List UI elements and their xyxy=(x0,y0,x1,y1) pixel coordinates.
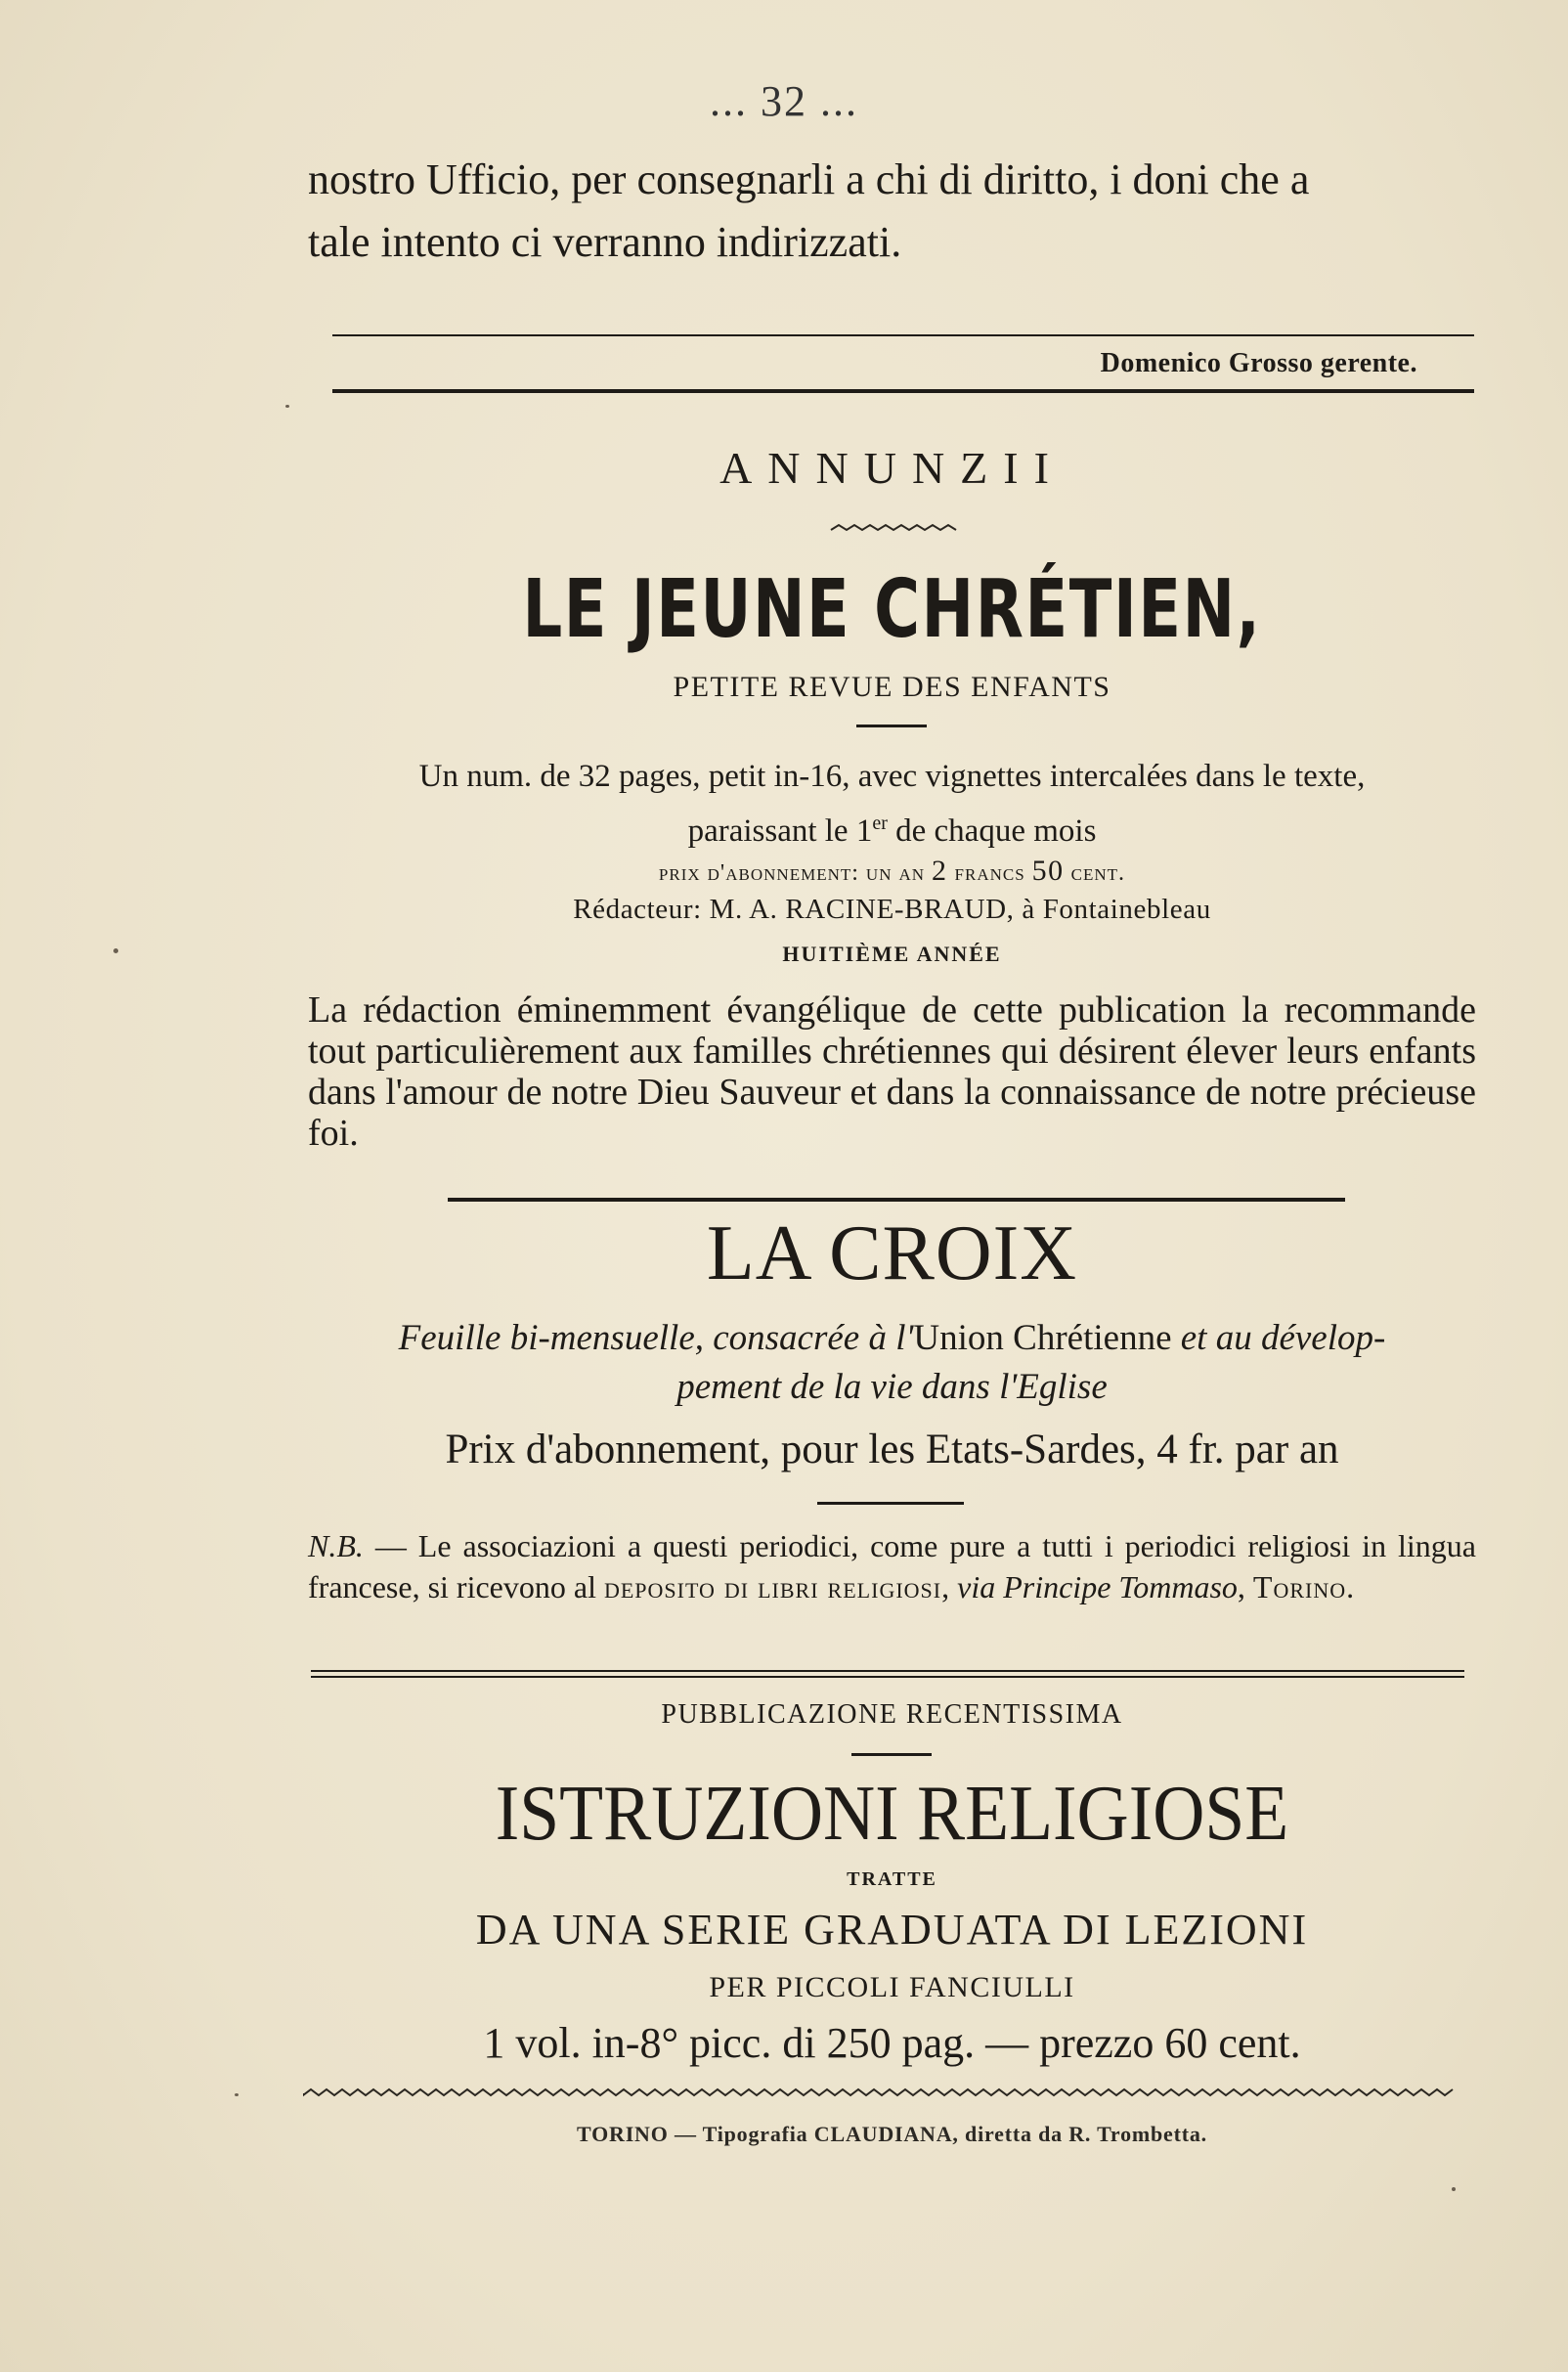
ad1-description-line-1: Un num. de 32 pages, petit in-16, avec vignettes intercalées dans le texte, xyxy=(418,759,1366,794)
intro-paragraph xyxy=(308,149,1476,274)
nb-text: — Le associazioni a questi periodici, come pure a tutti i periodici religiosi in lingua francese, si ricevono al xyxy=(308,1528,1476,1604)
ad1-subscription-price xyxy=(308,855,1476,888)
ad1-annee: HUITIÈME ANNÉE xyxy=(782,942,1002,966)
prix-years: 2 xyxy=(932,855,948,887)
ad2-description xyxy=(308,1314,1476,1412)
ad1-desc-text: paraissant le 1 xyxy=(687,813,873,849)
paper-speck xyxy=(1452,2187,1456,2191)
short-rule-3 xyxy=(851,1753,932,1756)
paper-speck xyxy=(235,2093,239,2096)
ad1-description-line-2 xyxy=(308,800,1476,855)
header-rule xyxy=(332,389,1474,393)
nb-address: via Principe Tommaso xyxy=(957,1569,1238,1604)
nb-end: . xyxy=(1346,1569,1355,1604)
ad-subtitle-petite-revue: PETITE REVUE DES ENFANTS xyxy=(673,671,1111,703)
ad-title-istruzioni-religiose: ISTRUZIONI RELIGIOSE xyxy=(495,1771,1289,1857)
ad2-subscription-price: Prix d'abonnement, pour les Etats-Sardes, 4 fr. par an xyxy=(445,1427,1339,1472)
ad-title-la-croix: LA CROIX xyxy=(706,1210,1078,1296)
ad-title-le-jeune-chretien: LE JEUNE CHRÉTIEN, xyxy=(522,563,1262,656)
annunzi-heading: ANNUNZII xyxy=(719,443,1065,493)
nb-sep-2: , xyxy=(1237,1569,1253,1604)
ad1-description xyxy=(308,753,1476,855)
imprint: TORINO — Tipografia CLAUDIANA, diretta da R. Trombetta. xyxy=(577,2122,1207,2146)
ad3-pubblicazione-label: PUBBLICAZIONE RECENTISSIMA xyxy=(661,1699,1123,1730)
ad1-body-paragraph: La rédaction éminemment évangélique de cette publication la recommande tout particulièrement aux familles chrétiennes qui désirent élever leurs enfants dans l'amour de notre Dieu Sauveur et dans la connaissance de notre précieuse foi. xyxy=(308,989,1476,1154)
rule-pubblicazione-bottom xyxy=(311,1676,1464,1678)
gerente-signature: Domenico Grosso gerente. xyxy=(1100,348,1417,378)
prix-cent-label: cent. xyxy=(1064,860,1126,886)
page-number: ... 32 ... xyxy=(710,77,858,125)
ornament-squiggle-top xyxy=(829,521,958,535)
prix-francs-label: francs xyxy=(947,860,1032,886)
paper-speck xyxy=(113,948,118,953)
ad1-desc-superscript: er xyxy=(872,813,888,834)
ad1-redacteur: Rédacteur: M. A. RACINE-BRAUD, à Fontainebleau xyxy=(573,894,1211,925)
ad3-piccoli-fanciulli: PER PICCOLI FANCIULLI xyxy=(709,1971,1075,2003)
nb-city: Torino xyxy=(1252,1569,1347,1604)
prix-amount: 50 xyxy=(1031,855,1065,887)
paper-speck xyxy=(285,405,289,408)
ornament-squiggle-bottom xyxy=(303,2086,1457,2099)
ad3-volume-price: 1 vol. in-8° picc. di 250 pag. — prezzo 60 cent. xyxy=(483,2019,1301,2067)
rule-la-croix xyxy=(448,1198,1345,1202)
ad2-italic-text-2: et au dévelop- xyxy=(1171,1318,1386,1358)
ad2-description-line-1 xyxy=(308,1314,1476,1363)
intro-line-2: tale intento ci verranno indirizzati. xyxy=(308,218,902,266)
nb-label: N.B. xyxy=(308,1528,364,1563)
short-rule-1 xyxy=(856,725,927,727)
ad2-description-line-2: pement de la vie dans l'Eglise xyxy=(676,1367,1108,1407)
nb-paragraph xyxy=(308,1525,1476,1607)
top-rule xyxy=(332,334,1474,336)
ad2-roman-text: Union Chrétienne xyxy=(913,1318,1172,1358)
ad3-serie: DA UNA SERIE GRADUATA DI LEZIONI xyxy=(475,1906,1309,1954)
ad2-italic-text: Feuille bi-mensuelle, consacrée à l' xyxy=(398,1318,914,1358)
nb-sep: , xyxy=(941,1569,958,1604)
ad3-tratte: TRATTE xyxy=(847,1868,937,1890)
rule-pubblicazione-top xyxy=(311,1670,1464,1672)
ad1-desc-text-end: de chaque mois xyxy=(887,813,1097,849)
short-rule-2 xyxy=(817,1502,964,1505)
intro-line-1: nostro Ufficio, per consegnarli a chi di diritto, i doni che a xyxy=(308,155,1310,203)
prix-label: prix d'abonnement: un an xyxy=(658,860,933,886)
nb-deposito: deposito di libri religiosi xyxy=(603,1569,942,1604)
